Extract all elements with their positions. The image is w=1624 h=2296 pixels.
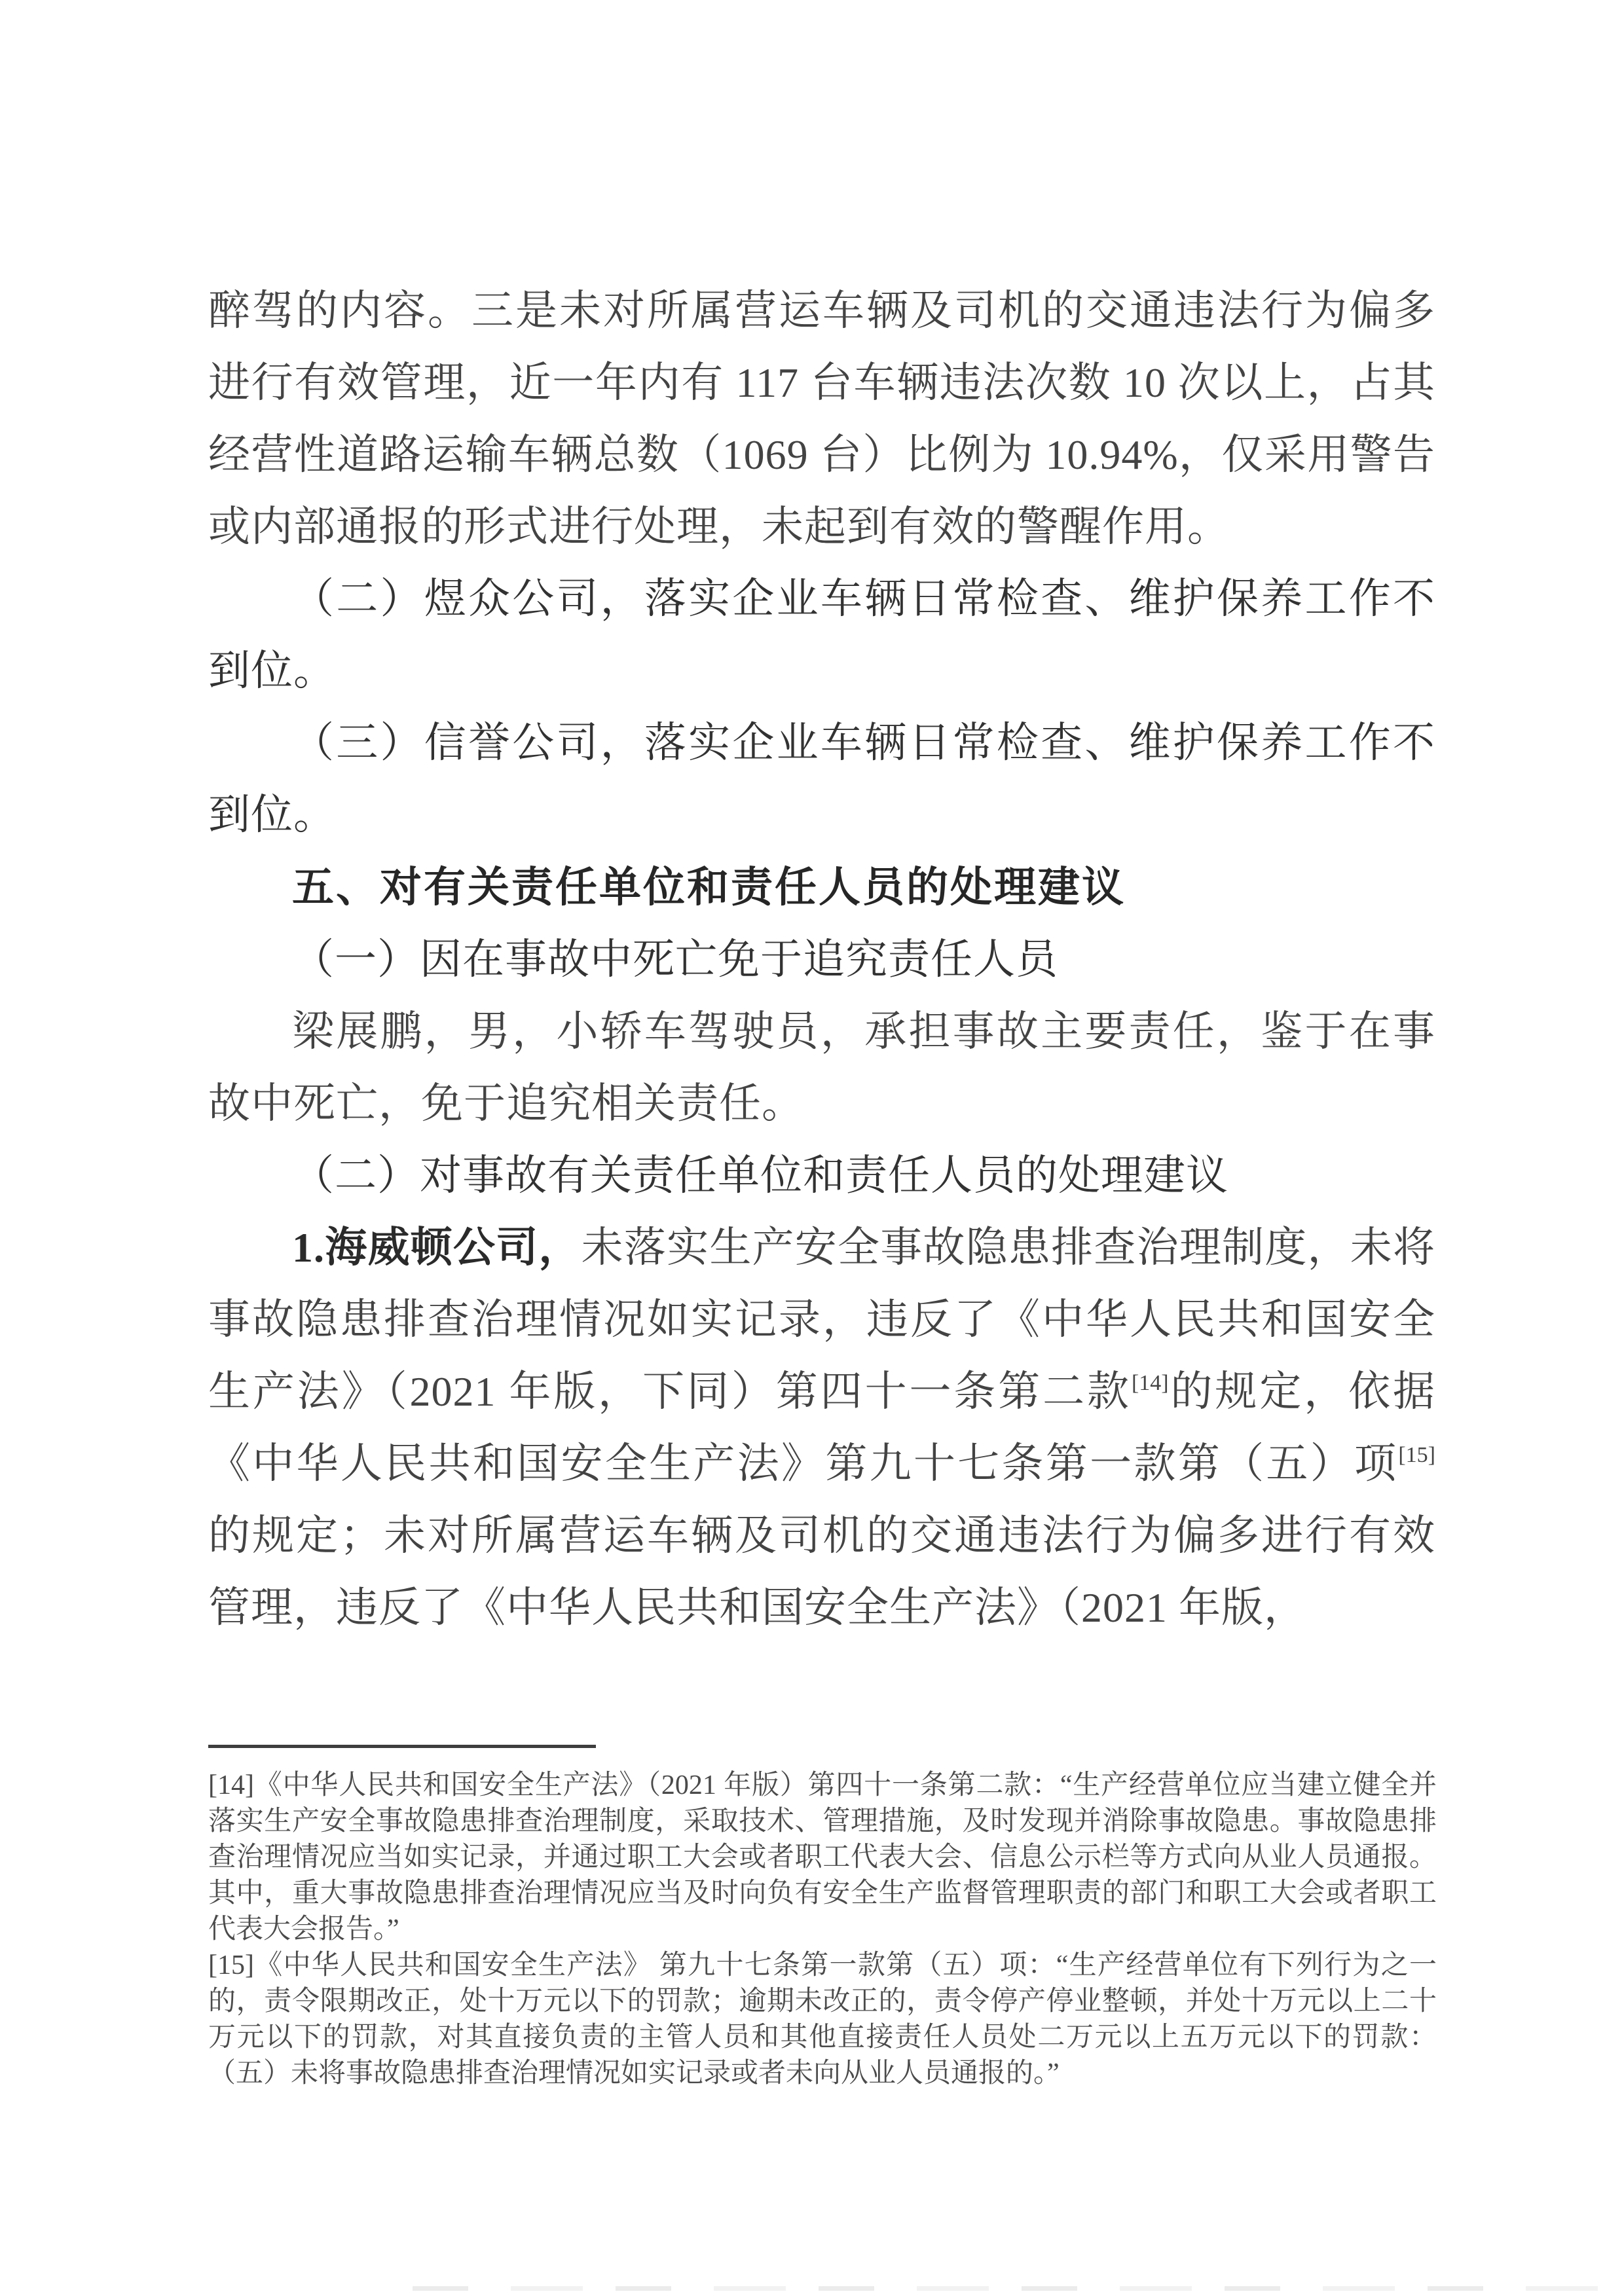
heading-section-five <box>208 851 1435 924</box>
footnote-15-marker: [15] <box>208 1950 254 1980</box>
heading-five-sub-one <box>208 924 1435 996</box>
text-segment: 醉驾的内容。三是未对所属营运车辆及司机的交通违法行为偏多进行有效管理，近一年内有 117 台车辆违法次数 10 次以上，占其经营性道路运输车辆总数（1069 台）比例为 10.94%，仅采用警告或内部通报的形式进行处理，未起到有效的警醒作用。 <box>208 287 1435 550</box>
heading-five-sub-two <box>208 1140 1435 1212</box>
text-segment: 的规定，依据《中华人民共和国安全生产法》第九十七条第一款第（五）项 <box>208 1368 1436 1487</box>
text-segment: 未落实生产安全事故隐患排查治理制度，未将事故隐患排查治理情况如实记录，违反了《中华人民共和国安全生产法》（2021 年版，下同）第四十一条第二款 <box>208 1224 1436 1415</box>
footnote-15 <box>208 1948 1437 2092</box>
footnote-ref-15: [15] <box>1398 1443 1435 1467</box>
footnote-ref-14: [14] <box>1131 1371 1169 1395</box>
footnote-14-text: 《中华人民共和国安全生产法》（2021 年版）第四十一条第二款：“生产经营单位应当建立健全并落实生产安全事故隐患排查治理制度，采取技术、管理措施，及时发现并消除事故隐患。事故隐患排查治理情况应当如实记录，并通过职工大会或者职工代表大会、信息公示栏等方式向从业人员通报。其中，重大事故隐患排查治理情况应当及时向负有安全生产监督管理职责的部门和职工大会或者职工代表大会报告。” <box>208 1770 1437 1944</box>
footnotes-section <box>208 1745 1437 2092</box>
scan-artifact <box>413 2286 1614 2291</box>
para-yuzhong-company <box>208 563 1435 707</box>
footnote-separator <box>208 1745 596 1748</box>
para-liang-zhanpeng <box>208 996 1435 1140</box>
footnote-14-marker: [14] <box>208 1770 254 1800</box>
para-haiweidun-company <box>208 1212 1435 1644</box>
text-segment: 的规定；未对所属营运车辆及司机的交通违法行为偏多进行有效管理，违反了《中华人民共和国安全生产法》（2021 年版， <box>208 1512 1435 1631</box>
subheading-text: （一）因在事故中死亡免于追究责任人员 <box>292 936 1058 983</box>
section-heading-text: 五、对有关责任单位和责任人员的处理建议 <box>292 864 1126 911</box>
subheading-text: （二）对事故有关责任单位和责任人员的处理建议 <box>292 1152 1228 1199</box>
footnote-15-text: 《中华人民共和国安全生产法》 第九十七条第一款第（五）项：“生产经营单位有下列行为之一的，责令限期改正，处十万元以下的罚款；逾期未改正的，责令停产停业整顿，并处十万元以上二十万元以下的罚款，对其直接负责的主管人员和其他直接责任人员处二万元以上五万元以下的罚款：（五）未将事故隐患排查治理情况如实记录或者未向从业人员通报的。” <box>208 1950 1437 2088</box>
text-segment: （三）信誉公司，落实企业车辆日常检查、维护保养工作不到位。 <box>208 720 1435 838</box>
document-body <box>208 275 1435 1644</box>
footnote-14 <box>208 1768 1437 1948</box>
text-segment: （二）煜众公司，落实企业车辆日常检查、维护保养工作不到位。 <box>208 575 1435 694</box>
para-carryover <box>208 275 1435 563</box>
text-segment: 梁展鹏，男，小轿车驾驶员，承担事故主要责任，鉴于在事故中死亡，免于追究相关责任。 <box>208 1008 1435 1127</box>
company-name-bold: 1.海威顿公司， <box>292 1224 581 1271</box>
para-xinyu-company <box>208 707 1435 851</box>
